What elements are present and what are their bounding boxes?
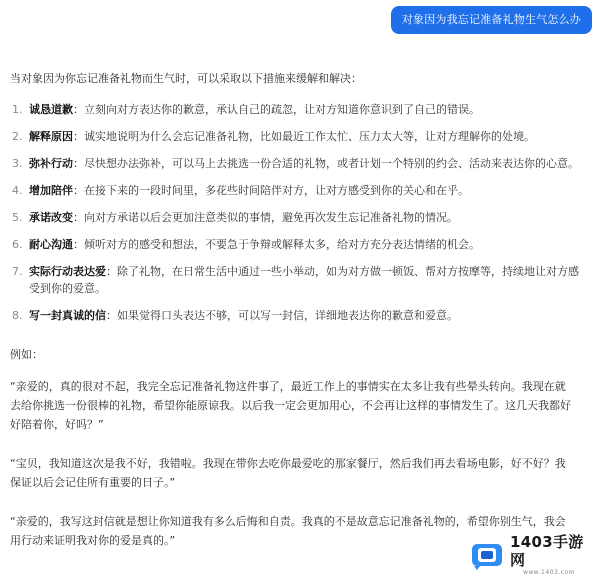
tip-title: 承诺改变 xyxy=(29,211,73,224)
response-intro: 当对象因为你忘记准备礼物而生气时，可以采取以下措施来缓解和解决： xyxy=(10,72,362,85)
tip-text: ：尽快想办法弥补，可以马上去挑选一份合适的礼物，或者计划一个特别的约会、活动来表达你的心意。 xyxy=(73,157,579,170)
list-number: 5. xyxy=(12,211,23,224)
list-item xyxy=(10,182,580,199)
tip-text: ：除了礼物，在日常生活中通过一些小举动，如为对方做一顿饭、帮对方按摩等，持续地让对方感受到你的爱意。 xyxy=(29,265,579,295)
tips-list xyxy=(10,101,580,324)
list-item xyxy=(10,263,580,297)
example-quote: “宝贝，我知道这次是我不好，我错啦。我现在带你去吃你最爱吃的那家餐厅，然后我们再去看场电影，好不好？我保证以后会记住所有重要的日子。” xyxy=(10,457,566,489)
list-number: 2. xyxy=(12,130,23,143)
example-quote: “亲爱的，真的很对不起，我完全忘记准备礼物这件事了，最近工作上的事情实在太多让我有些晕头转向。我现在就去给你挑选一份很棒的礼物，希望你能原谅我。以后我一定会更加用心，不会再让这样的事情发生了。这几天我都好好陪着你，好吗？” xyxy=(10,380,571,431)
assistant-response xyxy=(10,70,580,570)
tip-title: 诚恳道歉 xyxy=(29,103,73,116)
user-message-bubble: 对象因为我忘记准备礼物生气怎么办 xyxy=(391,6,592,34)
tip-text: ：向对方承诺以后会更加注意类似的事情，避免再次发生忘记准备礼物的情况。 xyxy=(73,211,458,224)
tip-text: ：诚实地说明为什么会忘记准备礼物，比如最近工作太忙、压力太大等，让对方理解你的处境。 xyxy=(73,130,535,143)
site-logo-icon xyxy=(470,538,504,572)
list-item xyxy=(10,209,580,226)
example-label: 例如： xyxy=(10,348,43,361)
example-quote: “亲爱的，我写这封信就是想让你知道我有多么后悔和自责。我真的不是故意忘记准备礼物的，希望你别生气，我会用行动来证明我对你的爱是真的。” xyxy=(10,515,566,547)
tip-title: 写一封真诚的信 xyxy=(29,309,106,322)
list-item xyxy=(10,101,580,118)
tip-title: 增加陪伴 xyxy=(29,184,73,197)
tip-text: ：如果觉得口头表达不够，可以写一封信，详细地表达你的歉意和爱意。 xyxy=(106,309,458,322)
list-number: 4. xyxy=(12,184,23,197)
tip-title: 解释原因 xyxy=(29,130,73,143)
list-number: 6. xyxy=(12,238,23,251)
tip-text: ：立刻向对方表达你的歉意，承认自己的疏忽，让对方知道你意识到了自己的错误。 xyxy=(73,103,480,116)
list-item xyxy=(10,236,580,253)
tip-text: ：在接下来的一段时间里，多花些时间陪伴对方，让对方感受到你的关心和在乎。 xyxy=(73,184,469,197)
watermark-name: 1403手游网 xyxy=(510,533,584,569)
list-item xyxy=(10,155,580,172)
list-item xyxy=(10,307,580,324)
tip-title: 弥补行动 xyxy=(29,157,73,170)
list-number: 8. xyxy=(12,309,23,322)
tip-text: ：倾听对方的感受和想法，不要急于争辩或解释太多，给对方充分表达情绪的机会。 xyxy=(73,238,480,251)
watermark-url: www.1403.com xyxy=(522,569,576,576)
tip-title: 耐心沟通 xyxy=(29,238,73,251)
tip-title: 实际行动表达爱 xyxy=(29,265,106,278)
site-watermark xyxy=(470,533,588,576)
list-number: 7. xyxy=(12,265,23,278)
list-item xyxy=(10,128,580,145)
list-number: 3. xyxy=(12,157,23,170)
list-number: 1. xyxy=(12,103,23,116)
